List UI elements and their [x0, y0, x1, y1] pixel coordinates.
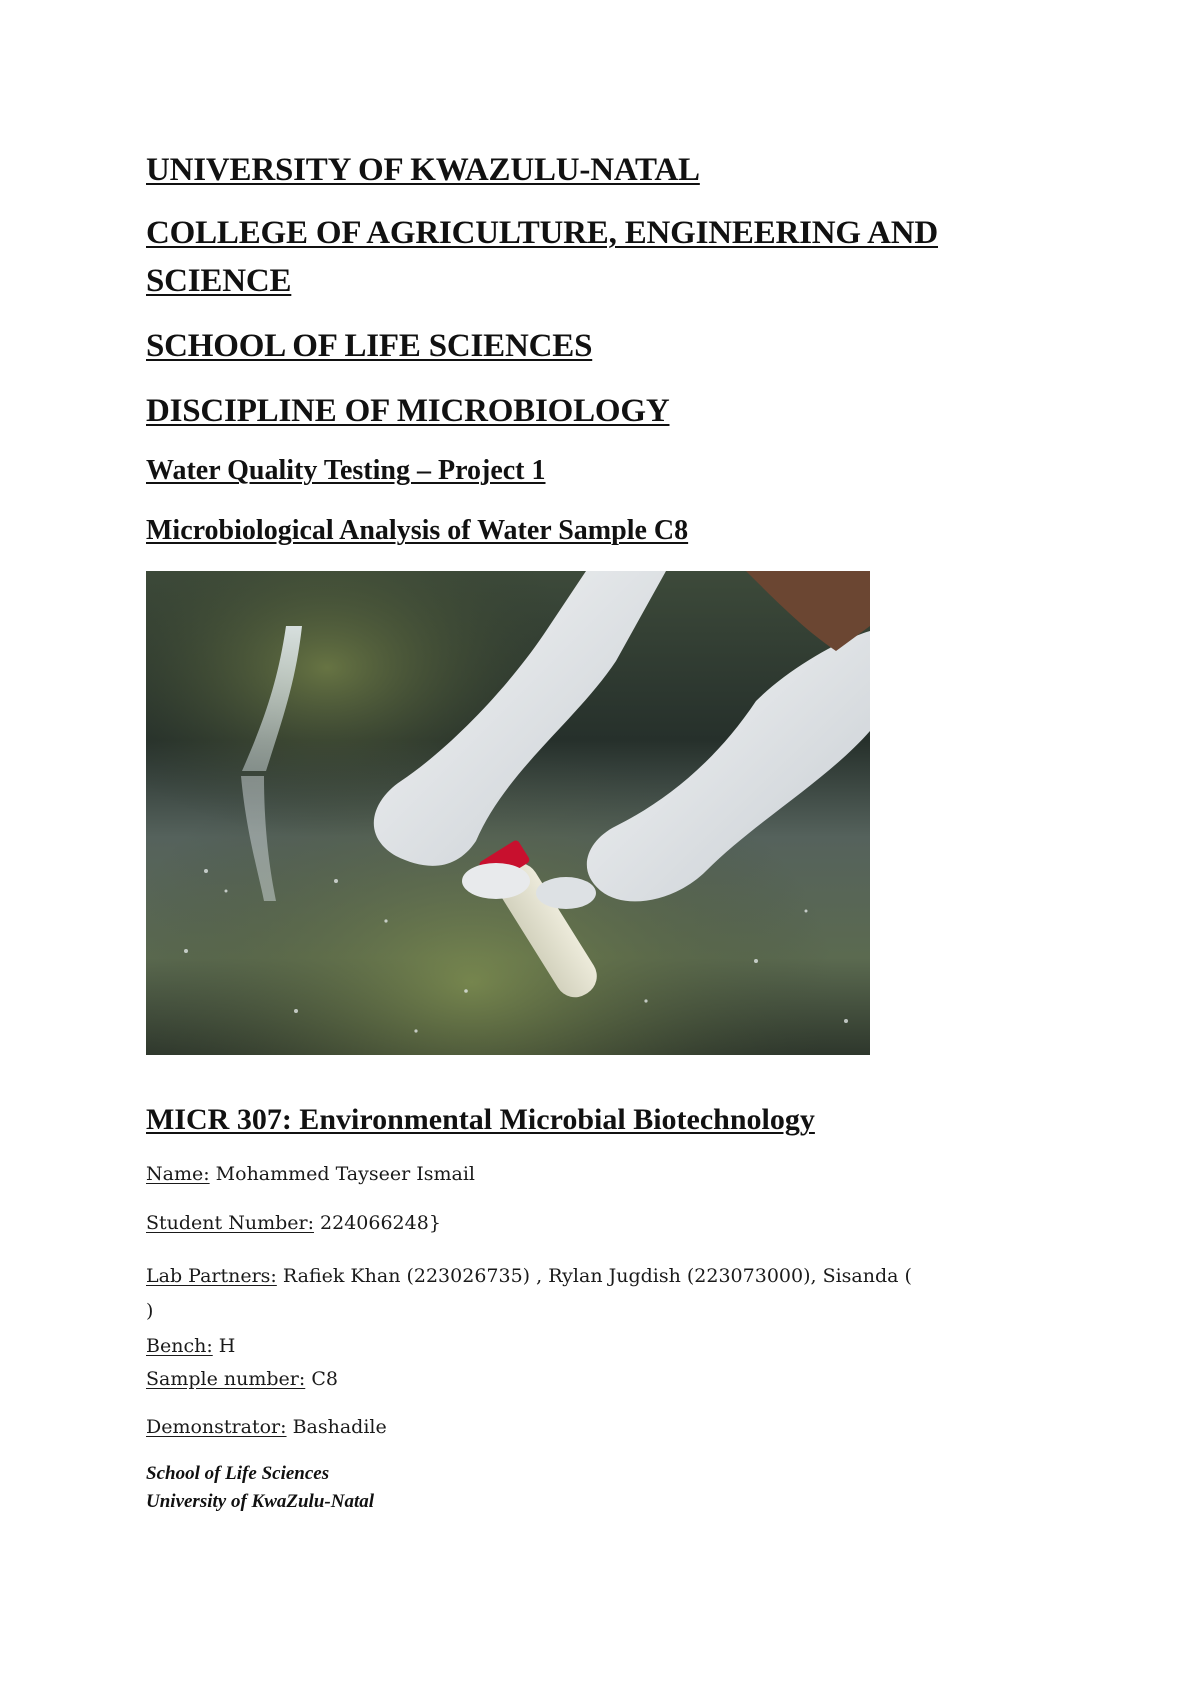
- sample-number-row: [146, 1365, 338, 1393]
- college-heading-line1: COLLEGE OF AGRICULTURE, ENGINEERING AND: [146, 215, 938, 251]
- bench-label: Bench:: [146, 1335, 213, 1357]
- course-title: MICR 307: Environmental Microbial Biotechnology: [146, 1103, 815, 1136]
- demonstrator-label: Demonstrator:: [146, 1416, 287, 1438]
- discipline-heading: DISCIPLINE OF MICROBIOLOGY: [146, 393, 670, 429]
- sample-number-label: Sample number:: [146, 1368, 306, 1390]
- bench-value: H: [218, 1335, 236, 1357]
- demonstrator-row: [146, 1413, 387, 1441]
- lab-partners-value: Rafiek Khan (223026735) , Rylan Jugdish (223073000), Sisanda (: [282, 1265, 912, 1287]
- project-title: Water Quality Testing – Project 1: [146, 455, 546, 486]
- name-value: Mohammed Tayseer Ismail: [215, 1163, 475, 1185]
- footer-school: School of Life Sciences: [146, 1463, 330, 1484]
- lab-partners-label: Lab Partners:: [146, 1265, 277, 1287]
- name-row: [146, 1160, 475, 1188]
- lab-partners-continuation: ): [146, 1300, 154, 1322]
- cover-photo-water-sampling: [146, 571, 870, 1055]
- college-heading-line2: SCIENCE: [146, 263, 292, 299]
- lab-partners-row: [146, 1262, 912, 1290]
- name-label: Name:: [146, 1163, 210, 1185]
- student-number-label: Student Number:: [146, 1212, 314, 1234]
- footer-university: University of KwaZulu-Natal: [146, 1491, 375, 1512]
- school-heading: SCHOOL OF LIFE SCIENCES: [146, 328, 593, 364]
- student-number-row: [146, 1209, 441, 1237]
- bench-row: [146, 1332, 235, 1360]
- demonstrator-value: Bashadile: [292, 1416, 387, 1438]
- sample-number-value: C8: [311, 1368, 338, 1390]
- student-number-value: 224066248}: [320, 1212, 441, 1234]
- university-heading: UNIVERSITY OF KWAZULU-NATAL: [146, 152, 700, 188]
- project-subtitle: Microbiological Analysis of Water Sample C8: [146, 515, 689, 546]
